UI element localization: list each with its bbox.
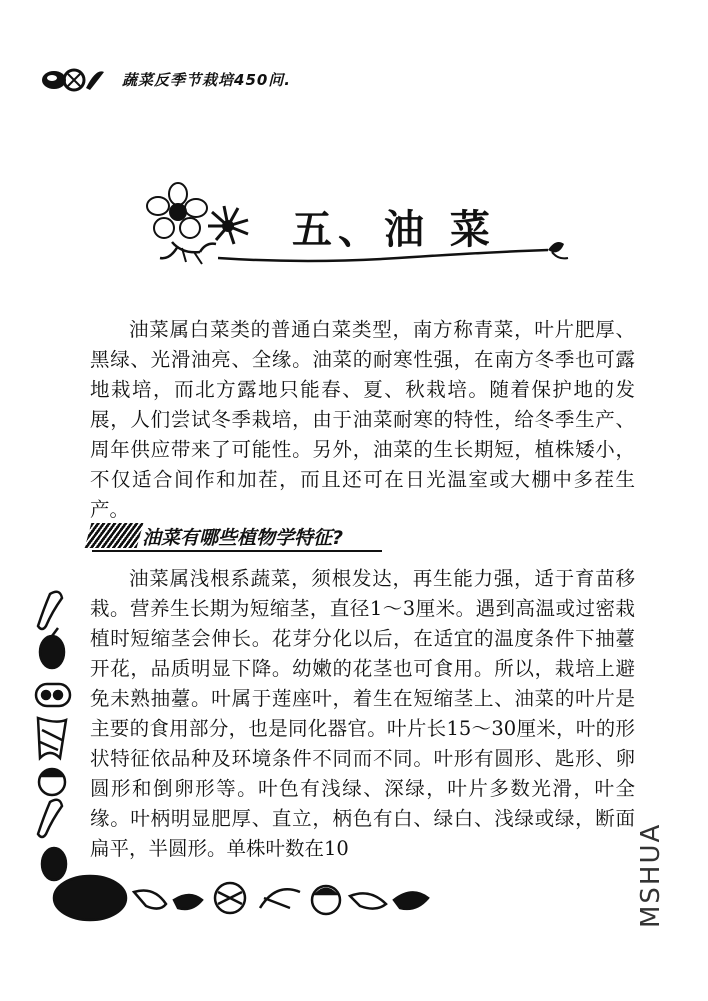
running-title: 蔬菜反季节栽培450问. xyxy=(122,71,292,89)
heading-underline xyxy=(92,550,382,552)
vegetable-icon xyxy=(40,64,106,94)
answer-paragraph: 油菜属浅根系蔬菜，须根发达，再生能力强，适于育苗移栽。营养生长期为短缩茎，直径1～3厘米。遇到高温或过密栽植时短缩茎会伸长。花芽分化以后，在适宜的温度条件下抽薹开花，品质明显下降。幼嫩的花茎也可食用。所以，栽培上避免未熟抽薹。叶属于莲座叶，着生在短缩茎上、油菜的叶片是主要的食用部分，也是同化器官。叶片长15～30厘米，叶的形状特征依品种及环境条件不同而不同。叶形有圆形、匙形、卵圆形和倒卵形等。叶色有浅绿、深绿，叶片多数光滑，叶全缘。叶柄明显肥厚、直立，柄色有白、绿白、浅绿或绿，断面扁平，半圆形。单株叶数在10 xyxy=(90,567,635,860)
vegetable-column-decoration xyxy=(30,588,80,888)
chapter-title: 五、油 菜 xyxy=(292,207,496,253)
question-badge-icon xyxy=(85,523,144,548)
intro-paragraph: 油菜属白菜类的普通白菜类型，南方称青菜，叶片肥厚、黑绿、光滑油亮、全缘。油菜的耐寒性强，在南方冬季也可露地栽培，而北方露地只能春、夏、秋栽培。随着保护地的发展，人们尝试冬季栽培，由于油菜耐寒的特性，给冬季生产、周年供应带来了可能性。另外，油菜的生长期短，植株矮小，不仅适合间作和加茬，而且还可在日光温室或大棚中多茬生产。 xyxy=(90,318,635,521)
vegetable-strip-decoration xyxy=(50,868,450,924)
question-title: 油菜有哪些植物学特征? xyxy=(142,527,344,549)
watermark: MSHUA xyxy=(636,822,666,928)
vine-ornament xyxy=(218,228,572,268)
running-header xyxy=(40,62,440,98)
